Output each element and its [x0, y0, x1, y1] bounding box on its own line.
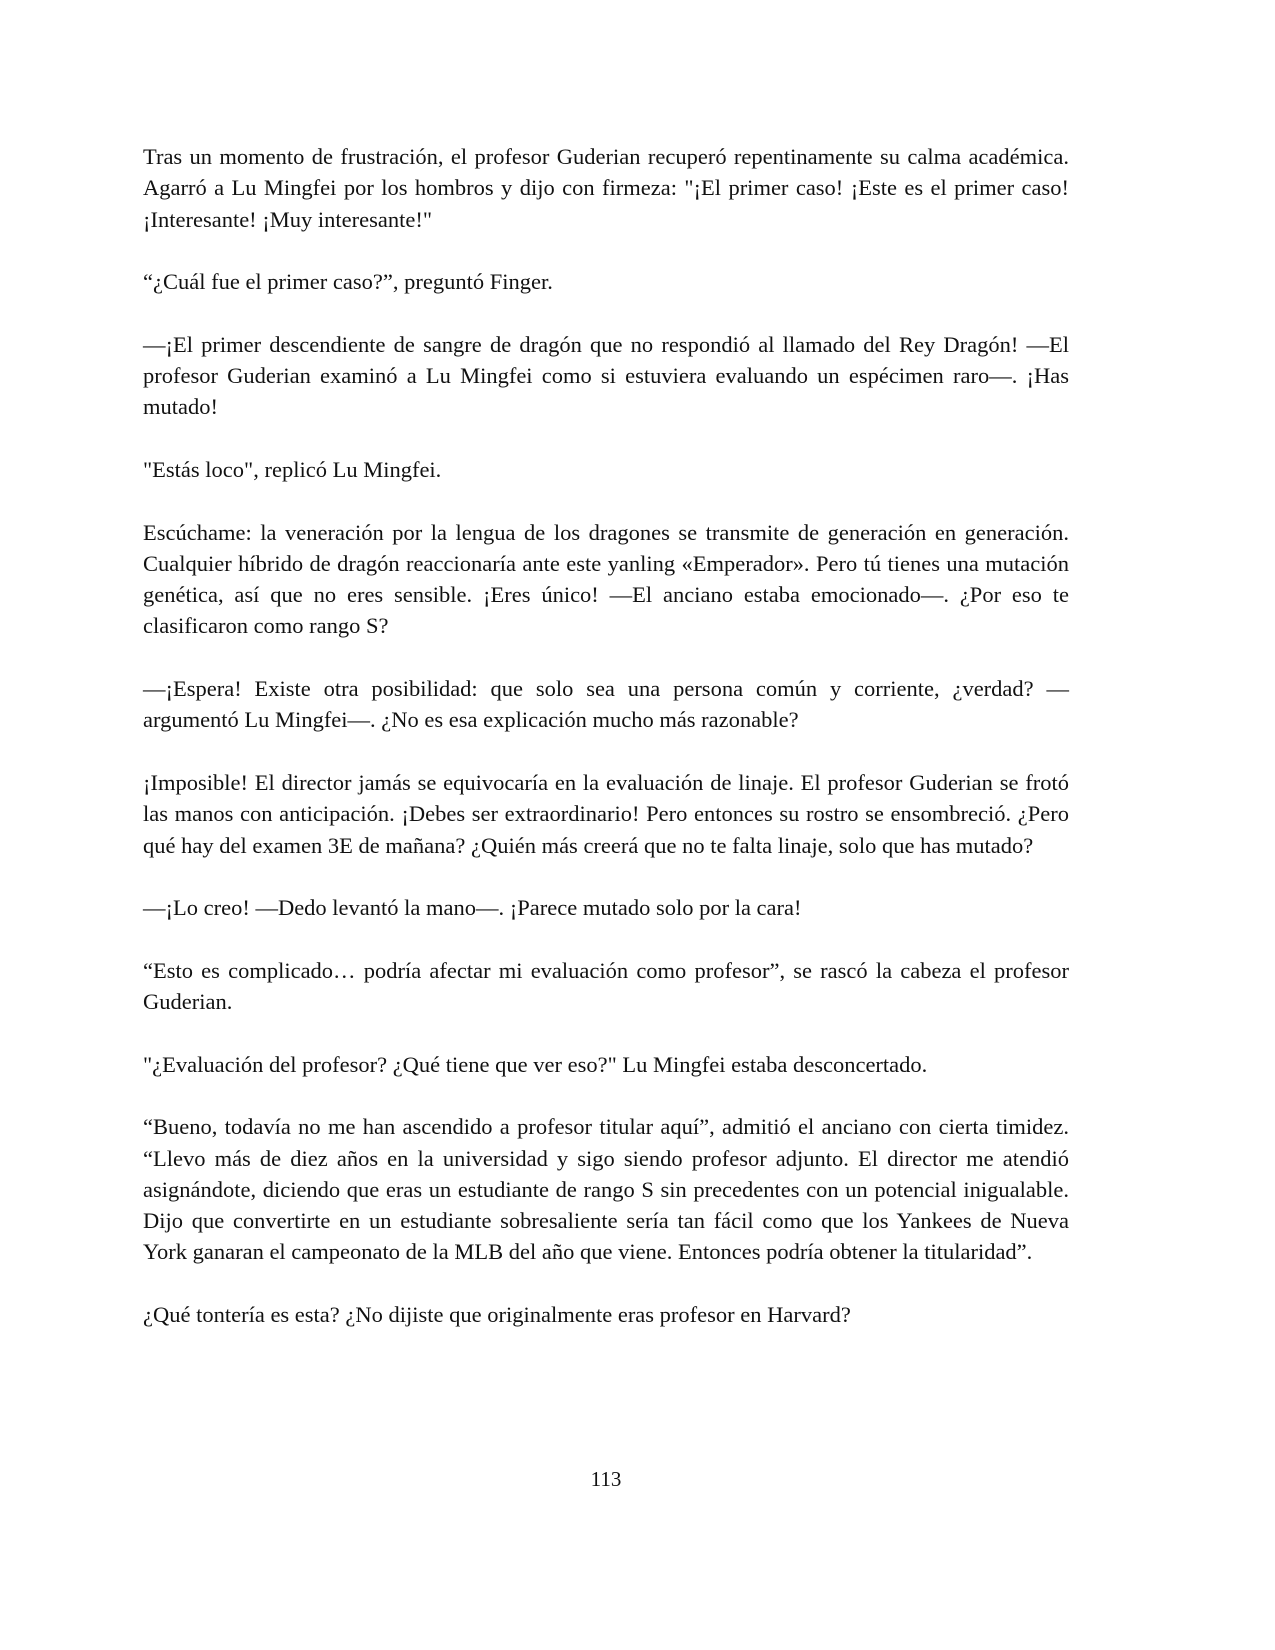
paragraph: "Estás loco", replicó Lu Mingfei. — [143, 456, 442, 482]
paragraph: “¿Cuál fue el primer caso?”, preguntó Finger. — [143, 269, 553, 295]
paragraph: —¡Lo creo! —Dedo levantó la mano—. ¡Parece mutado solo por la cara! — [143, 895, 802, 921]
paragraph: “Bueno, todavía no me han ascendido a profesor titular aquí”, admitió el anciano con cierta timidez. “Llevo más de diez años en la universidad y sigo siendo profesor adjunto. El director me atendió asignándote, diciendo que eras un estudiante de rango S sin precedentes con un potencial inigualable. Dijo que convertirte en un estudiante sobresaliente sería tan fácil como que los Yankees de Nueva York ganaran el campeonato de la MLB del año que viene. Entonces podría obtener la titularidad”. — [143, 1114, 1069, 1265]
paragraph: —¡Espera! Existe otra posibilidad: que solo sea una persona común y corriente, ¿verdad? —argumentó Lu Mingfei—. ¿No es esa explicación mucho más razonable? — [143, 676, 1069, 733]
paragraph: “Esto es complicado… podría afectar mi evaluación como profesor”, se rascó la cabeza el profesor Guderian. — [143, 957, 1069, 1015]
paragraph: Escúchame: la veneración por la lengua de los dragones se transmite de generación en generación. Cualquier híbrido de dragón reaccionaría ante este yanling «Emperador». Pero tú tienes una mutación genética, así que no eres sensible. ¡Eres único! —El anciano estaba emocionado—. ¿Por eso te clasificaron como rango S? — [143, 519, 1069, 639]
page-body — [143, 141, 1069, 1362]
paragraph: Tras un momento de frustración, el profesor Guderian recuperó repentinamente su calma académica. Agarró a Lu Mingfei por los hombros y dijo con firmeza: "¡El primer caso! ¡Este es el primer caso! ¡Interesante! ¡Muy interesante!" — [143, 144, 1069, 232]
paragraph: "¿Evaluación del profesor? ¿Qué tiene que ver eso?" Lu Mingfei estaba desconcertado. — [143, 1051, 928, 1077]
paragraph: —¡El primer descendiente de sangre de dragón que no respondió al llamado del Rey Dragón! —El profesor Guderian examinó a Lu Mingfei como si estuviera evaluando un espécimen raro—. ¡Has mutado! — [143, 331, 1069, 420]
paragraph: ¡Imposible! El director jamás se equivocaría en la evaluación de linaje. El profesor Guderian se frotó las manos con anticipación. ¡Debes ser extraordinario! Pero entonces su rostro se ensombreció. ¿Pero qué hay del examen 3E de mañana? ¿Quién más creerá que no te falta linaje, solo que has mutado? — [143, 769, 1069, 858]
paragraph: ¿Qué tontería es esta? ¿No dijiste que originalmente eras profesor en Harvard? — [143, 1301, 851, 1327]
page-number: 113 — [590, 1467, 622, 1491]
